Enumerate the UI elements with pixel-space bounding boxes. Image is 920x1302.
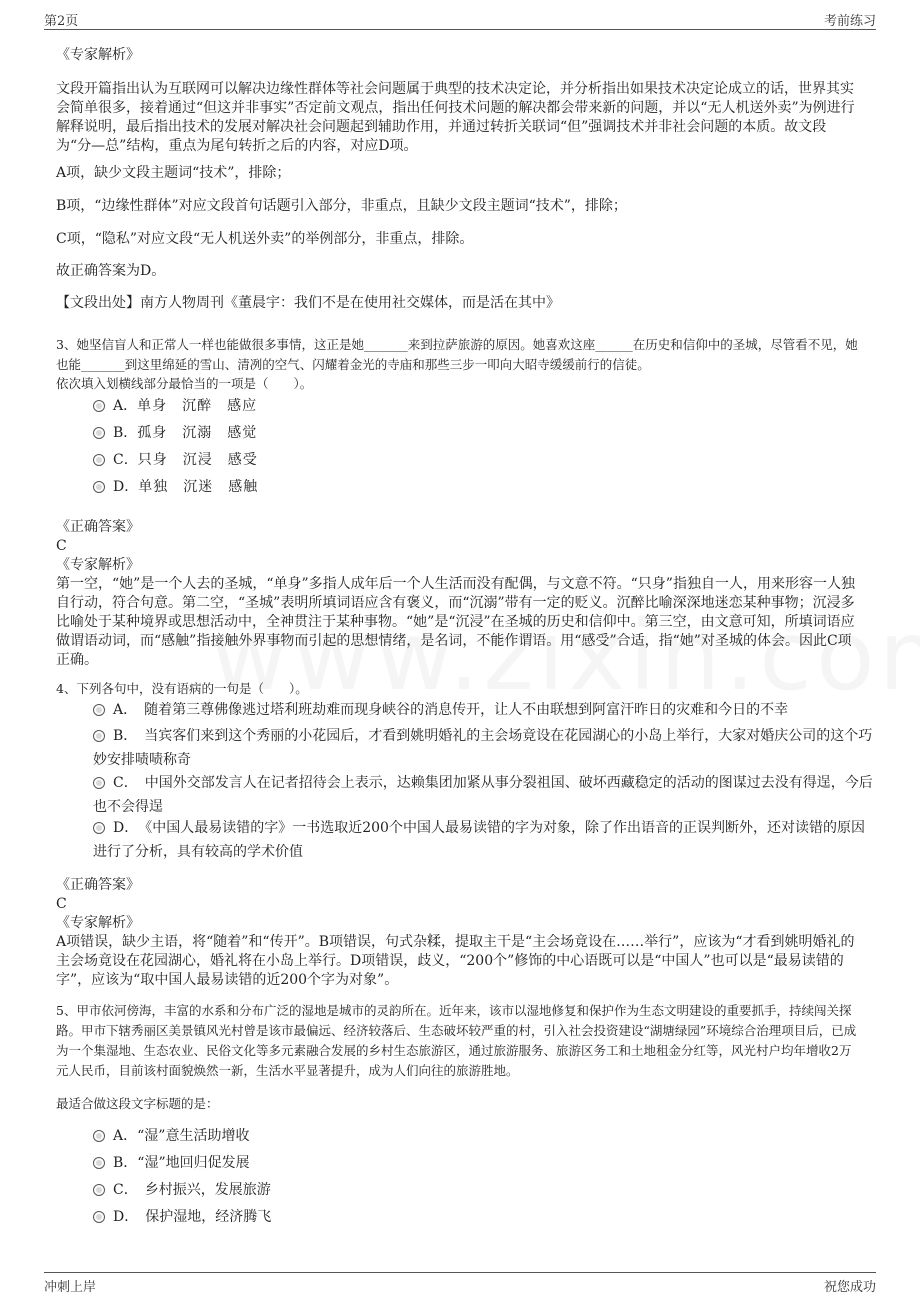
- radio-button[interactable]: [93, 1184, 105, 1196]
- q3-instruction: 依次填入划横线部分最恰当的一项是（ ）。: [56, 376, 313, 391]
- q5-instruction: 最适合做这段文字标题的是：: [56, 1096, 219, 1111]
- q4-answer: C: [56, 896, 67, 912]
- radio-button[interactable]: [93, 400, 105, 412]
- q4-option-c[interactable]: C． 中国外交部发言人在记者招待会上表示，达赖集团加紧从事分裂祖国、破坏西藏稳定的活动的图谋过去没有得逞，今后也不会得逞: [93, 775, 873, 815]
- radio-button[interactable]: [93, 1157, 105, 1169]
- q5-option-a[interactable]: A．“湿”意生活助增收: [93, 1124, 873, 1148]
- header-label: 考前练习: [823, 14, 876, 29]
- q2-item-a: A项，缺少文段主题词“技术”，排除；: [56, 165, 291, 181]
- q4-option-d[interactable]: D． 《中国人最易读错的字》一书选取近200个中国人最易读错的字为对象，除了作出语音的正误判断外，还对读错的原因进行了分析，具有较高的学术价值: [93, 820, 865, 860]
- radio-button[interactable]: [93, 704, 105, 716]
- q4-option-b[interactable]: B． 当宾客们来到这个秀丽的小花园后，才看到姚明婚礼的主会场竟设在花园湖心的小岛上举行，大家对婚庆公司的这个巧妙安排啧啧称奇: [93, 728, 873, 768]
- q5-stem: 5、甲市依河傍海，丰富的水系和分布广泛的湿地是城市的灵韵所在。近年来，该市以湿地修复和保护作为生态文明建设的重要抓手，持续闯关探路。甲市下辖秀丽区美景镇风光村曾是该市最偏远、经济较落后、生态破坏较严重的村，引入社会投资建设“湖塘绿园”环境综合治理项目后，已成为一个集湿地、生态农业、民俗文化等多元素融合发展的乡村生态旅游区，通过旅游服务、旅游区务工和土地租金分红等，风光村户均年增收2万元人民币，目前该村面貌焕然一新，生活水平显著提升，成为人们向往的旅游胜地。: [56, 1003, 857, 1078]
- q2-item-c: C项，“隐私”对应文段“无人机送外卖”的举例部分，非重点，排除。: [56, 231, 474, 247]
- q2-source: 【文段出处】南方人物周刊《董晨宇：我们不是在使用社交媒体，而是活在其中》: [56, 295, 560, 311]
- q4-analysis-title: 《专家解析》: [56, 915, 140, 931]
- q5-option-b[interactable]: B．“湿”地回归促发展: [93, 1151, 873, 1175]
- q4-stem: 4、下列各句中，没有语病的一句是（ ）。: [56, 681, 308, 696]
- q2-conclusion: 故正确答案为D。: [56, 263, 166, 279]
- q3-answer: C: [56, 538, 67, 554]
- radio-button[interactable]: [93, 1130, 105, 1142]
- radio-button[interactable]: [93, 427, 105, 439]
- radio-button[interactable]: [93, 822, 105, 834]
- q4-analysis-text: A项错误，缺少主语，将“随着”和“传开”。B项错误，句式杂糅，提取主干是“主会场竟设在……举行”，应该为“才看到姚明婚礼的主会场竟设在花园湖心，婚礼将在小岛上举行。D项错误，歧义，“200个”修饰的中心语既可以是“中国人”也可以是“最易读错的字”，应该为“取中国人最易读错的近200个字为对象”。: [56, 934, 855, 988]
- footer-left-label: 冲刺上岸: [44, 1280, 97, 1295]
- q5-option-d[interactable]: D． 保护湿地，经济腾飞: [93, 1205, 873, 1229]
- q2-analysis-title: 《专家解析》: [56, 47, 140, 63]
- q4-answer-title: 《正确答案》: [56, 877, 140, 893]
- q3-option-b[interactable]: B．孤身 沉溺 感觉: [93, 421, 873, 445]
- q5-option-c[interactable]: C． 乡村振兴，发展旅游: [93, 1178, 873, 1202]
- q3-stem: 3、她坚信盲人和正常人一样也能做很多事情，这正是她_______来到拉萨旅游的原因。她喜欢这座______在历史和信仰中的圣城，尽管看不见，她也能_______到这里绵延的雪山、清冽的空气、闪耀着金光的寺庙和那些三步一叩向大昭寺缓缓前行的信徒。: [56, 337, 858, 372]
- radio-button[interactable]: [93, 777, 105, 789]
- q2-item-b: B项，“边缘性群体”对应文段首句话题引入部分，非重点，且缺少文段主题词“技术”，排除；: [56, 198, 627, 214]
- q3-option-c[interactable]: C．只身 沉浸 感受: [93, 448, 873, 472]
- footer-right-label: 祝您成功: [823, 1280, 876, 1295]
- q3-answer-title: 《正确答案》: [56, 519, 140, 535]
- page-number: 第2页: [44, 14, 79, 29]
- radio-button[interactable]: [93, 1211, 105, 1223]
- q3-option-d[interactable]: D．单独 沉迷 感触: [93, 475, 873, 499]
- page-header: [44, 8, 876, 30]
- q2-analysis-text: 文段开篇指出认为互联网可以解决边缘性群体等社会问题属于典型的技术决定论，并分析指出如果技术决定论成立的话，世界其实会简单很多，接着通过“但这并非事实”否定前文观点，指出任何技术问题的解决都会带来新的问题，并以“无人机送外卖”为例进行解释说明，最后指出技术的发展对解决社会问题起到辅助作用，并通过转折关联词“但”强调技术并非社会问题的本质。故文段为“分—总”结构，重点为尾句转折之后的内容，对应D项。: [56, 81, 855, 154]
- q4-option-a[interactable]: A． 随着第三尊佛像逃过塔利班劫难而现身峡谷的消息传开，让人不由联想到阿富汗昨日的灾难和今日的不幸: [93, 698, 873, 722]
- radio-button[interactable]: [93, 730, 105, 742]
- q3-analysis-text: 第一空，“她”是一个人去的圣城，“单身”多指人成年后一个人生活而没有配偶，与文意不符。“只身”指独自一人，用来形容一人独自行动，符合句意。第二空，“圣城”表明所填词语应含有褒义，而“沉溺”带有一定的贬义。沉醉比喻深深地迷恋某种事物；沉浸多比喻处于某种境界或思想活动中，全神贯注于某种事物。“她”是“沉浸”在圣城的历史和信仰中。第三空，由文意可知，所填词语应做谓语动词，而“感触”指接触外界事物而引起的思想情绪，是名词，不能作谓语。用“感受”合适，指“她”对圣城的体会。因此C项正确。: [56, 576, 855, 668]
- q3-analysis-title: 《专家解析》: [56, 557, 140, 573]
- radio-button[interactable]: [93, 454, 105, 466]
- page-footer: [44, 1272, 876, 1296]
- radio-button[interactable]: [93, 481, 105, 493]
- q3-option-a[interactable]: A．单身 沉醉 感应: [93, 394, 873, 418]
